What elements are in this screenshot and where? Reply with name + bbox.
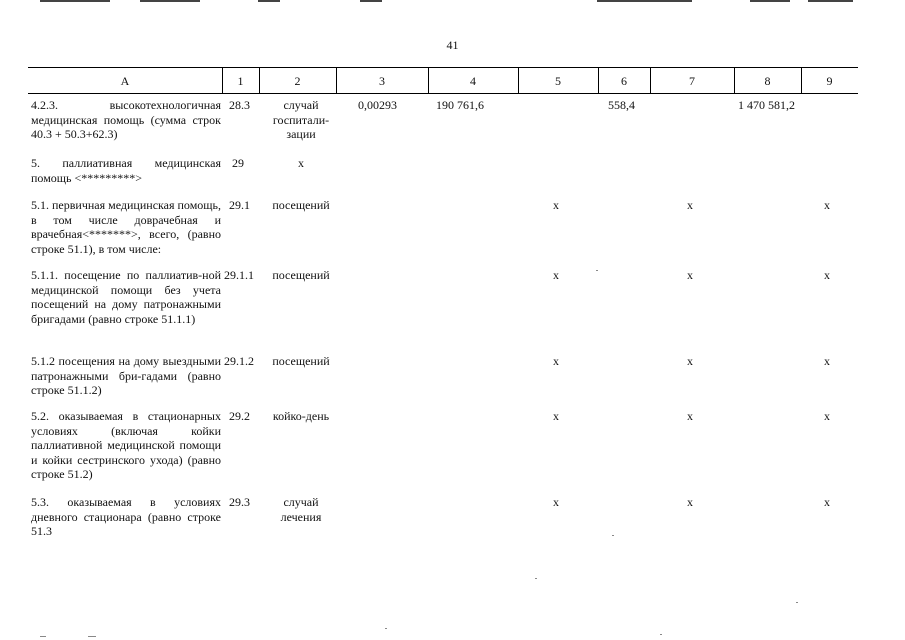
header-cell-a: А xyxy=(120,74,130,88)
page-number: 41 xyxy=(446,38,459,52)
row-code-cell: 29.1.1 xyxy=(224,268,254,282)
row-code-cell: 29.2 xyxy=(229,409,250,423)
row-name-cell: 5. паллиативная медицинская помощь <*********> xyxy=(31,156,221,185)
row-code-cell: 29.1 xyxy=(229,198,250,212)
header-cell-4: 4 xyxy=(470,74,476,88)
row-unit-cell: случай госпитали-зации xyxy=(272,98,330,141)
header-cell-7: 7 xyxy=(689,74,695,88)
scan-speck xyxy=(796,602,798,603)
scan-speck xyxy=(535,578,537,579)
table-header xyxy=(28,67,858,94)
row-name-cell: 5.1.1. посещение по паллиатив-ной медицинской помощи без учета посещений на дому патронажными бригадами (равно строке 51.1.1) xyxy=(31,268,221,326)
row-name-cell: 5.1.2 посещения на дому выездными патронажными бри-гадами (равно строке 51.1.2) xyxy=(31,354,221,397)
header-cell-1: 1 xyxy=(237,74,244,88)
row-value-col9: х xyxy=(824,495,830,509)
scan-speck xyxy=(88,636,96,637)
row-value-col5: х xyxy=(553,268,559,282)
scan-speck xyxy=(660,634,662,635)
scan-edge-line xyxy=(140,0,200,2)
row-code-cell: 29.3 xyxy=(229,495,250,509)
row-name-cell: 4.2.3. высокотехнологичная медицинская помощь (сумма строк 40.3 + 50.3+62.3) xyxy=(31,98,221,141)
scan-speck xyxy=(385,628,387,629)
scan-edge-line xyxy=(258,0,280,2)
row-unit-cell: х xyxy=(298,156,304,170)
row-value-col7: х xyxy=(687,198,693,212)
row-value-col6: 558,4 xyxy=(608,98,635,112)
row-name-cell: 5.1. первичная медицинская помощь, в том числе доврачебная и врачебная<*******>, всего, (равно строке 51.1), в том числе: xyxy=(31,198,222,256)
row-value-col5: х xyxy=(553,354,559,368)
scan-edge-line xyxy=(597,0,692,2)
scan-speck xyxy=(40,636,46,637)
row-value-col5: х xyxy=(553,409,559,423)
row-value-col7: х xyxy=(687,495,693,509)
header-cell-8: 8 xyxy=(764,74,771,88)
row-value-col8: 1 470 581,2 xyxy=(738,98,795,112)
row-name-cell: 5.3. оказываемая в условиях дневного стационара (равно строке 51.3 xyxy=(31,495,221,538)
scan-edge-line xyxy=(360,0,382,2)
row-unit-cell: посещений xyxy=(272,268,330,282)
header-cell-3: 3 xyxy=(379,74,385,88)
row-value-col7: х xyxy=(687,268,693,282)
row-value-col5: х xyxy=(553,198,559,212)
row-value-col7: х xyxy=(687,354,693,368)
row-value-col9: х xyxy=(824,354,830,368)
row-value-col9: х xyxy=(824,198,830,212)
row-value-col9: х xyxy=(824,409,830,423)
row-value-col4: 190 761,6 xyxy=(436,98,484,112)
row-value-col7: х xyxy=(687,409,693,423)
row-code-cell: 29 xyxy=(232,156,244,170)
row-value-col3: 0,00293 xyxy=(358,98,397,112)
row-value-col9: х xyxy=(824,268,830,282)
scan-speck xyxy=(612,535,614,536)
row-unit-cell: койко-день xyxy=(272,409,330,423)
row-unit-cell: случай лечения xyxy=(280,495,322,524)
scan-edge-line xyxy=(750,0,790,2)
scan-edge-line xyxy=(40,0,110,2)
row-unit-cell: посещений xyxy=(272,198,330,212)
row-name-cell: 5.2. оказываемая в стационарных условиях (включая койки паллиативной медицинской помощи и койки сестринского ухода) (равно строке 51.2) xyxy=(31,409,221,481)
header-cell-2: 2 xyxy=(294,74,301,88)
row-unit-cell: посещений xyxy=(272,354,330,368)
row-code-cell: 29.1.2 xyxy=(224,354,254,368)
row-code-cell: 28.3 xyxy=(229,98,250,112)
header-cell-5: 5 xyxy=(555,74,561,88)
header-cell-6: 6 xyxy=(621,74,627,88)
scan-edge-line xyxy=(808,0,853,2)
scan-speck xyxy=(596,270,598,271)
row-value-col5: х xyxy=(553,495,559,509)
header-cell-9: 9 xyxy=(826,74,833,88)
